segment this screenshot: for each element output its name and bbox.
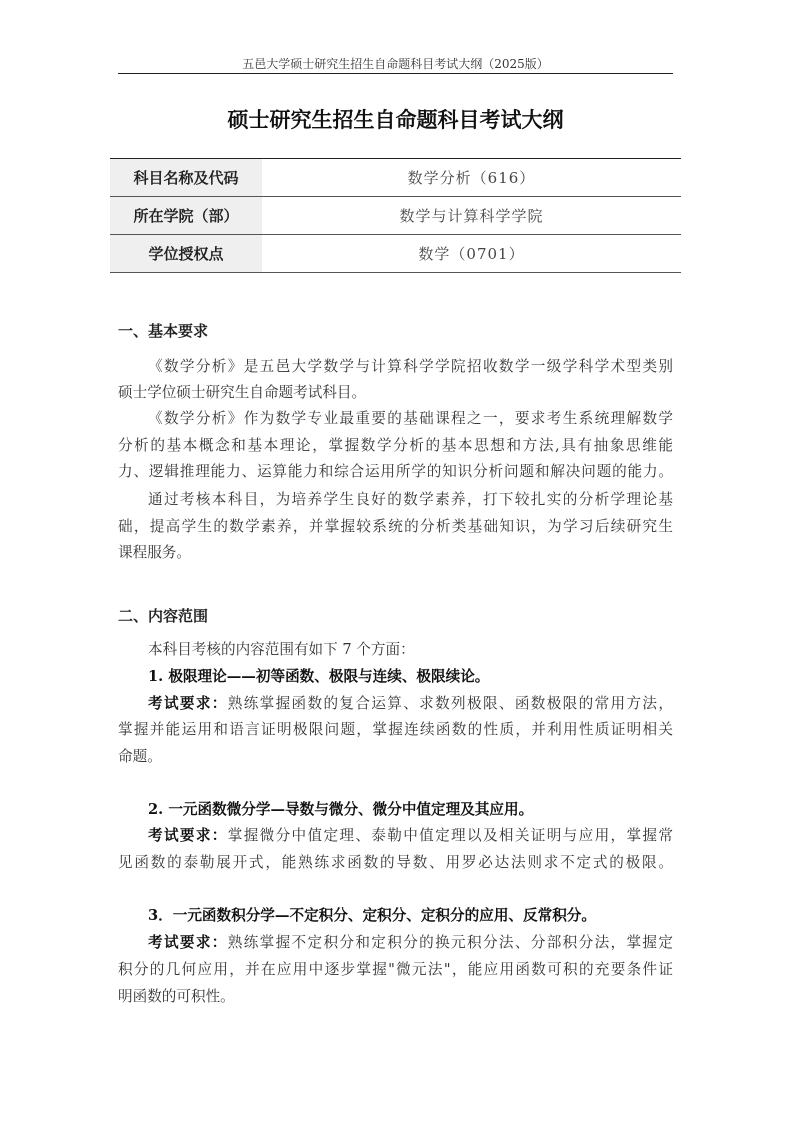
- requirement-label: 考试要求：: [148, 934, 228, 951]
- paragraph-line: 见函数的泰勒展开式，能熟练求函数的导数、用罗必达法则求不定式的极限。: [118, 854, 673, 871]
- paragraph-line: 硕士学位硕士研究生自命题考试科目。: [118, 384, 367, 401]
- paragraph-line: 本科目考核的内容范围有如下 7 个方面：: [148, 641, 415, 658]
- paragraph-line: 础，提高学生的数学素养，并掌握较系统的分析类基础知识，为学习后续研究生: [118, 518, 673, 535]
- row-value: 数学分析（616）: [262, 159, 681, 197]
- paragraph-line: 分析的基本概念和基本理论，掌握数学分析的基本思想和方法,具有抽象思维能: [118, 437, 673, 454]
- requirement-text: 掌握微分中值定理、泰勒中值定理以及相关证明与应用，掌握常: [227, 827, 673, 844]
- requirement-text: 熟练掌握函数的复合运算、求数列极限、函数极限的常用方法，: [227, 695, 673, 712]
- table-row: [110, 159, 681, 197]
- paragraph-line: 课程服务。: [118, 544, 191, 561]
- table-row: [110, 197, 681, 235]
- header-rule: [118, 73, 673, 74]
- row-label: 科目名称及代码: [110, 159, 262, 197]
- paragraph-line: [148, 694, 673, 714]
- paragraph-line: 掌握并能运用和语言证明极限问题，掌握连续函数的性质，并利用性质证明相关: [118, 721, 673, 738]
- requirement-label: 考试要求：: [148, 827, 228, 844]
- row-value: 数学与计算科学学院: [262, 197, 681, 235]
- row-label: 学位授权点: [110, 235, 262, 273]
- document-title: 硕士研究生招生自命题科目考试大纲: [227, 108, 564, 132]
- paragraph-line: 通过考核本科目，为培养学生良好的数学素养，打下较扎实的分析学理论基: [148, 491, 673, 508]
- paragraph-line: 明函数的可积性。: [118, 988, 235, 1005]
- running-header: 五邑大学硕士研究生招生自命题科目考试大纲（2025版）: [242, 57, 549, 71]
- paragraph-line: [148, 933, 673, 953]
- item-title: 3．一元函数积分学—不定积分、定积分、定积分的应用、反常积分。: [148, 907, 596, 924]
- row-value: 数学（0701）: [262, 235, 681, 273]
- table-row: [110, 235, 681, 273]
- requirement-label: 考试要求：: [148, 695, 228, 712]
- item-title: 2. 一元函数微分学—导数与微分、微分中值定理及其应用。: [148, 801, 534, 818]
- item-title: 1. 极限理论——初等函数、极限与连续、极限续论。: [148, 668, 490, 685]
- paragraph-line: 命题。: [118, 748, 162, 765]
- paragraph-line: 《数学分析》作为数学专业最重要的基础课程之一，要求考生系统理解数学: [148, 410, 673, 427]
- requirement-text: 熟练掌握不定积分和定积分的换元积分法、分部积分法，掌握定: [227, 934, 673, 951]
- section-heading: 一、基本要求: [118, 322, 209, 340]
- section-heading: 二、内容范围: [118, 607, 209, 625]
- paragraph-line: 《数学分析》是五邑大学数学与计算科学学院招收数学一级学科学术型类别: [148, 358, 673, 375]
- subject-info-table: [110, 158, 681, 273]
- paragraph-line: 积分的几何应用，并在应用中逐步掌握"微元法"，能应用函数可积的充要条件证: [118, 961, 673, 978]
- row-label: 所在学院（部）: [110, 197, 262, 235]
- paragraph-line: 力、逻辑推理能力、运算能力和综合运用所学的知识分析问题和解决问题的能力。: [118, 463, 673, 480]
- paragraph-line: [148, 826, 673, 846]
